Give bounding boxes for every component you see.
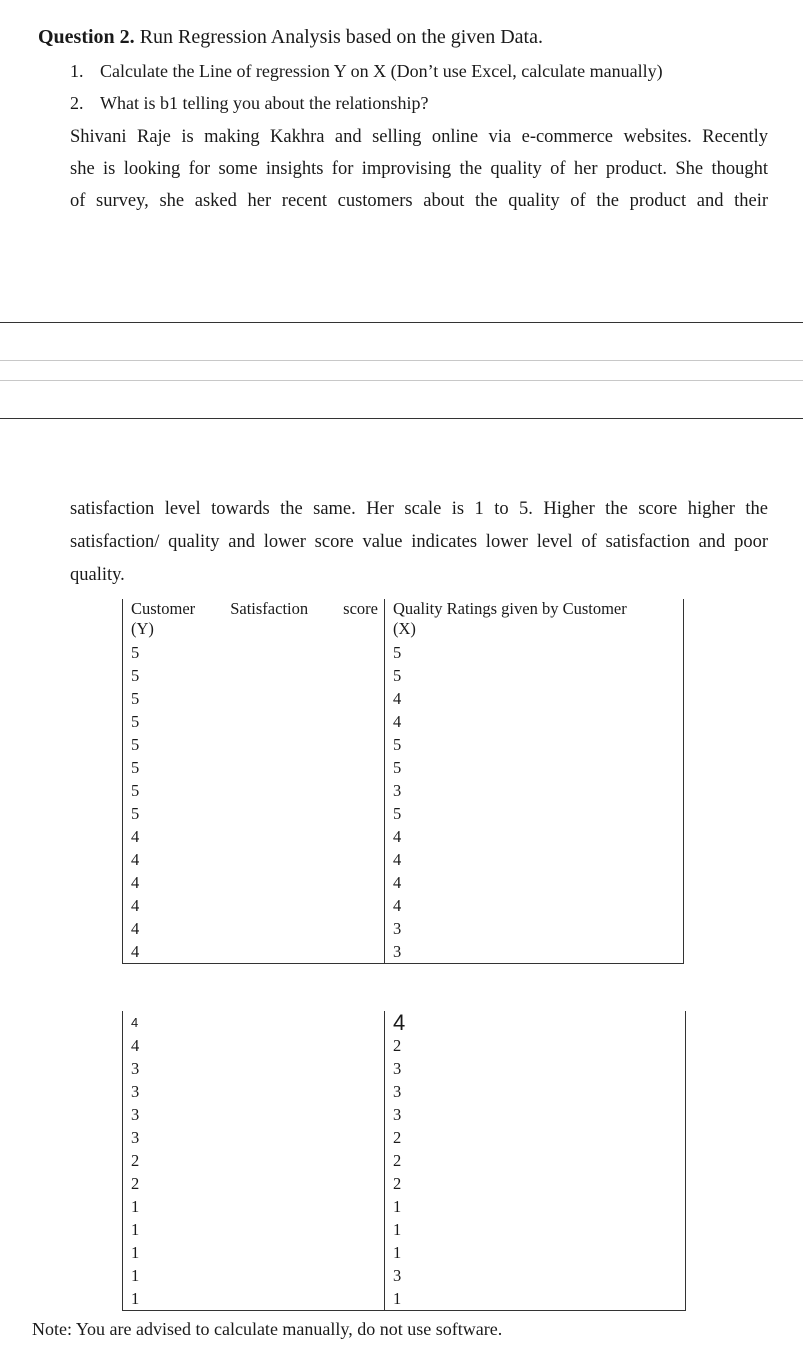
cell-x: 4 bbox=[385, 848, 684, 871]
cell-y: 5 bbox=[123, 710, 385, 733]
paragraph-line: quality. bbox=[70, 565, 125, 585]
cell-y: 2 bbox=[123, 1149, 385, 1172]
table-row bbox=[123, 664, 684, 687]
cell-x: 5 bbox=[385, 756, 684, 779]
cell-x: 4 bbox=[385, 894, 684, 917]
cell-y: 2 bbox=[123, 1172, 385, 1195]
list-text: Calculate the Line of regression Y on X (Don’t use Excel, calculate manually) bbox=[100, 61, 663, 81]
cell-x: 3 bbox=[385, 779, 684, 802]
cell-x: 3 bbox=[385, 1080, 686, 1103]
paragraph-line: satisfaction level towards the same. Her scale is 1 to 5. Higher the score higher the bbox=[70, 499, 768, 519]
header-x-line1: Quality Ratings given by Customer bbox=[393, 599, 627, 618]
header-y-line1: Customer Satisfaction score bbox=[131, 599, 378, 618]
cell-y: 3 bbox=[123, 1057, 385, 1080]
cell-x: 1 bbox=[385, 1241, 686, 1264]
table-header-row bbox=[123, 599, 684, 641]
cell-y: 1 bbox=[123, 1264, 385, 1287]
table-row bbox=[123, 940, 684, 964]
cell-y: 1 bbox=[123, 1218, 385, 1241]
cell-x: 4 bbox=[385, 1011, 686, 1034]
paragraph-line: Shivani Raje is making Kakhra and selling online via e-commerce websites. Recently bbox=[70, 127, 768, 147]
cell-x: 2 bbox=[385, 1172, 686, 1195]
table-row bbox=[123, 687, 684, 710]
list-number: 2. bbox=[70, 93, 84, 113]
header-x-line2: (X) bbox=[393, 619, 416, 638]
table-row bbox=[123, 1218, 686, 1241]
note-text: Note: You are advised to calculate manually, do not use software. bbox=[32, 1319, 503, 1339]
cell-y: 4 bbox=[123, 871, 385, 894]
table-row bbox=[123, 825, 684, 848]
question-label: Question 2. bbox=[38, 26, 135, 48]
table-row bbox=[123, 1149, 686, 1172]
list-text: What is b1 telling you about the relationship? bbox=[100, 93, 429, 113]
table-row bbox=[123, 756, 684, 779]
cell-x: 4 bbox=[385, 710, 684, 733]
cell-y: 5 bbox=[123, 802, 385, 825]
cell-y: 5 bbox=[123, 641, 385, 664]
cell-y: 5 bbox=[123, 664, 385, 687]
list-item-1 bbox=[70, 59, 663, 83]
table-row bbox=[123, 917, 684, 940]
cell-x: 4 bbox=[385, 687, 684, 710]
cell-x: 5 bbox=[385, 641, 684, 664]
paragraph-line: she is looking for some insights for improvising the quality of her product. She thought bbox=[70, 159, 768, 179]
table-row bbox=[123, 1034, 686, 1057]
cell-y: 1 bbox=[123, 1241, 385, 1264]
table-row bbox=[123, 641, 684, 664]
cell-y: 3 bbox=[123, 1103, 385, 1126]
paragraph-line: satisfaction/ quality and lower score value indicates lower level of satisfaction and poor bbox=[70, 532, 768, 552]
list-number: 1. bbox=[70, 61, 84, 81]
cell-x: 2 bbox=[385, 1126, 686, 1149]
cell-y: 1 bbox=[123, 1287, 385, 1311]
cell-x: 3 bbox=[385, 940, 684, 964]
table-row bbox=[123, 894, 684, 917]
cell-y: 4 bbox=[123, 917, 385, 940]
page-break-line bbox=[0, 322, 803, 323]
cell-y: 4 bbox=[123, 1011, 385, 1034]
paragraph-line: of survey, she asked her recent customers about the quality of the product and their bbox=[70, 191, 768, 211]
cell-y: 5 bbox=[123, 779, 385, 802]
list-item-2 bbox=[70, 91, 428, 115]
page-break-line bbox=[0, 360, 803, 361]
cell-x: 3 bbox=[385, 1103, 686, 1126]
table-row bbox=[123, 733, 684, 756]
cell-x: 3 bbox=[385, 1057, 686, 1080]
table-row bbox=[123, 871, 684, 894]
table-row bbox=[123, 1287, 686, 1311]
cell-y: 1 bbox=[123, 1195, 385, 1218]
cell-y: 4 bbox=[123, 825, 385, 848]
table-row bbox=[123, 779, 684, 802]
table-row bbox=[123, 710, 684, 733]
cell-y: 4 bbox=[123, 1034, 385, 1057]
data-table-part-2 bbox=[122, 1011, 686, 1311]
table-row bbox=[123, 1195, 686, 1218]
cell-y: 5 bbox=[123, 687, 385, 710]
table-row bbox=[123, 1011, 686, 1034]
cell-y: 5 bbox=[123, 733, 385, 756]
table-row bbox=[123, 1264, 686, 1287]
question-text: Run Regression Analysis based on the given Data. bbox=[134, 26, 543, 48]
table-row bbox=[123, 802, 684, 825]
cell-y: 4 bbox=[123, 940, 385, 964]
cell-x: 2 bbox=[385, 1149, 686, 1172]
page-break-line bbox=[0, 380, 803, 381]
header-x bbox=[385, 599, 684, 641]
table-row bbox=[123, 848, 684, 871]
table-row bbox=[123, 1103, 686, 1126]
header-y-line2: (Y) bbox=[131, 619, 154, 638]
cell-y: 3 bbox=[123, 1126, 385, 1149]
cell-x: 5 bbox=[385, 664, 684, 687]
cell-y: 4 bbox=[123, 848, 385, 871]
cell-x: 1 bbox=[385, 1195, 686, 1218]
table-row bbox=[123, 1126, 686, 1149]
cell-y: 5 bbox=[123, 756, 385, 779]
table-row bbox=[123, 1241, 686, 1264]
cell-x: 3 bbox=[385, 917, 684, 940]
table-row bbox=[123, 1080, 686, 1103]
cell-x: 4 bbox=[385, 871, 684, 894]
cell-x: 5 bbox=[385, 802, 684, 825]
data-table-part-1 bbox=[122, 599, 684, 964]
cell-y: 3 bbox=[123, 1080, 385, 1103]
table-row bbox=[123, 1172, 686, 1195]
cell-x: 2 bbox=[385, 1034, 686, 1057]
cell-x: 5 bbox=[385, 733, 684, 756]
header-y bbox=[123, 599, 385, 641]
cell-x: 1 bbox=[385, 1218, 686, 1241]
table-row bbox=[123, 1057, 686, 1080]
cell-x: 4 bbox=[385, 825, 684, 848]
cell-y: 4 bbox=[123, 894, 385, 917]
question-heading bbox=[38, 24, 543, 50]
page-break-line bbox=[0, 418, 803, 419]
cell-x: 1 bbox=[385, 1287, 686, 1311]
cell-x: 3 bbox=[385, 1264, 686, 1287]
